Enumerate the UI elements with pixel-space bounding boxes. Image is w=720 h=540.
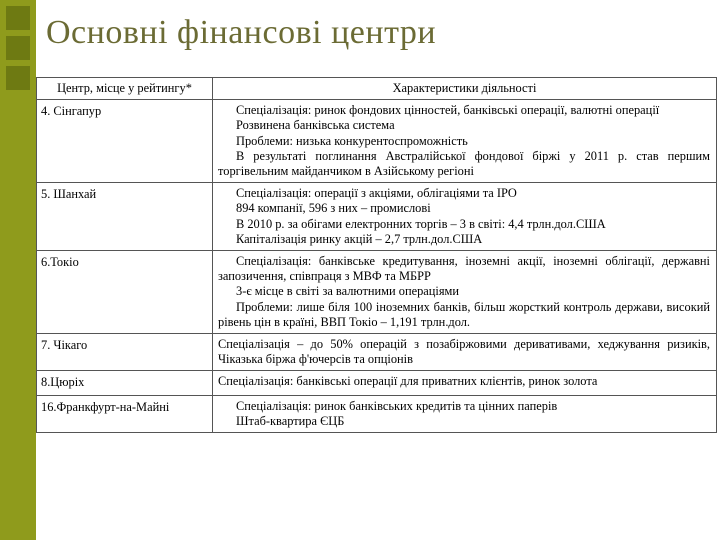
left-accent-bar [0, 0, 36, 540]
characteristic-line: В 2010 р. за обігами електронних торгів – 3 в світі: 4,4 трлн.дол.США [236, 216, 606, 231]
characteristic-line: Проблеми: низька конкурентоспроможність [236, 133, 468, 148]
table-row [37, 100, 717, 183]
characteristic-line: Капіталізація ринку акцій – 2,7 трлн.дол.США [236, 231, 483, 246]
page-title: Основні фінансові центри [46, 14, 437, 51]
center-cell: 6.Токіо [37, 251, 213, 334]
table-row [37, 251, 717, 334]
center-cell: 7. Чікаго [37, 334, 213, 371]
characteristics-cell [213, 100, 717, 183]
table-row [37, 183, 717, 251]
characteristic-line: Штаб-квартира ЄЦБ [236, 413, 345, 428]
characteristic-line: 894 компанії, 596 з них – промислові [236, 201, 431, 216]
table-row [37, 334, 717, 371]
characteristic-line: Спеціалізація: банківські операції для приватних клієнтів, ринок золота [218, 374, 598, 389]
characteristic-line: Спеціалізація: ринок банківських кредитів та цінних паперів [236, 398, 558, 413]
table-header-row [37, 78, 717, 100]
accent-square [6, 66, 30, 90]
center-cell: 5. Шанхай [37, 183, 213, 251]
characteristic-line: Проблеми: лише біля 100 іноземних банків, більш жорсткий контроль держави, високий рівень цін в країні, ВВП Токіо – 1,191 трлн.дол. [218, 299, 710, 329]
financial-centers-table-container [36, 77, 716, 433]
characteristic-line: В результаті поглинання Австралійської фондової біржі у 2011 р. став першим торгівельним майданчиком в Азійському регіоні [218, 148, 710, 179]
center-cell: 16.Франкфурт-на-Майні [37, 395, 213, 432]
characteristic-line: Розвинена банківська система [236, 118, 395, 133]
financial-centers-table [36, 77, 717, 433]
characteristics-cell [213, 334, 717, 371]
table-row [37, 371, 717, 395]
table-row [37, 395, 717, 432]
characteristic-line: Спеціалізація: банківське кредитування, іноземні акції, іноземні облігації, державні запозичення, співпраця з МВФ та МБРР [218, 254, 710, 284]
header-center-rank: Центр, місце у рейтингу* [37, 78, 213, 100]
center-cell: 4. Сінгапур [37, 100, 213, 183]
characteristic-line: Спеціалізація: ринок фондових цінностей, банківські операції, валютні операції [236, 103, 660, 118]
characteristics-cell [213, 183, 717, 251]
accent-square [6, 6, 30, 30]
header-characteristics: Характеристики діяльності [213, 78, 717, 100]
characteristic-line: 3-є місце в світі за валютними операціями [236, 284, 460, 299]
accent-square [6, 36, 30, 60]
characteristics-cell [213, 251, 717, 334]
characteristics-cell [213, 371, 717, 395]
characteristic-line: Спеціалізація – до 50% операцій з позабіржовими деривативами, хеджування ризиків, Чіказька біржа ф'ючерсів та опціонів [218, 337, 710, 367]
center-cell: 8.Цюріх [37, 371, 213, 395]
characteristic-line: Спеціалізація: операції з акціями, облігаціями та IPO [236, 186, 517, 201]
characteristics-cell [213, 395, 717, 432]
